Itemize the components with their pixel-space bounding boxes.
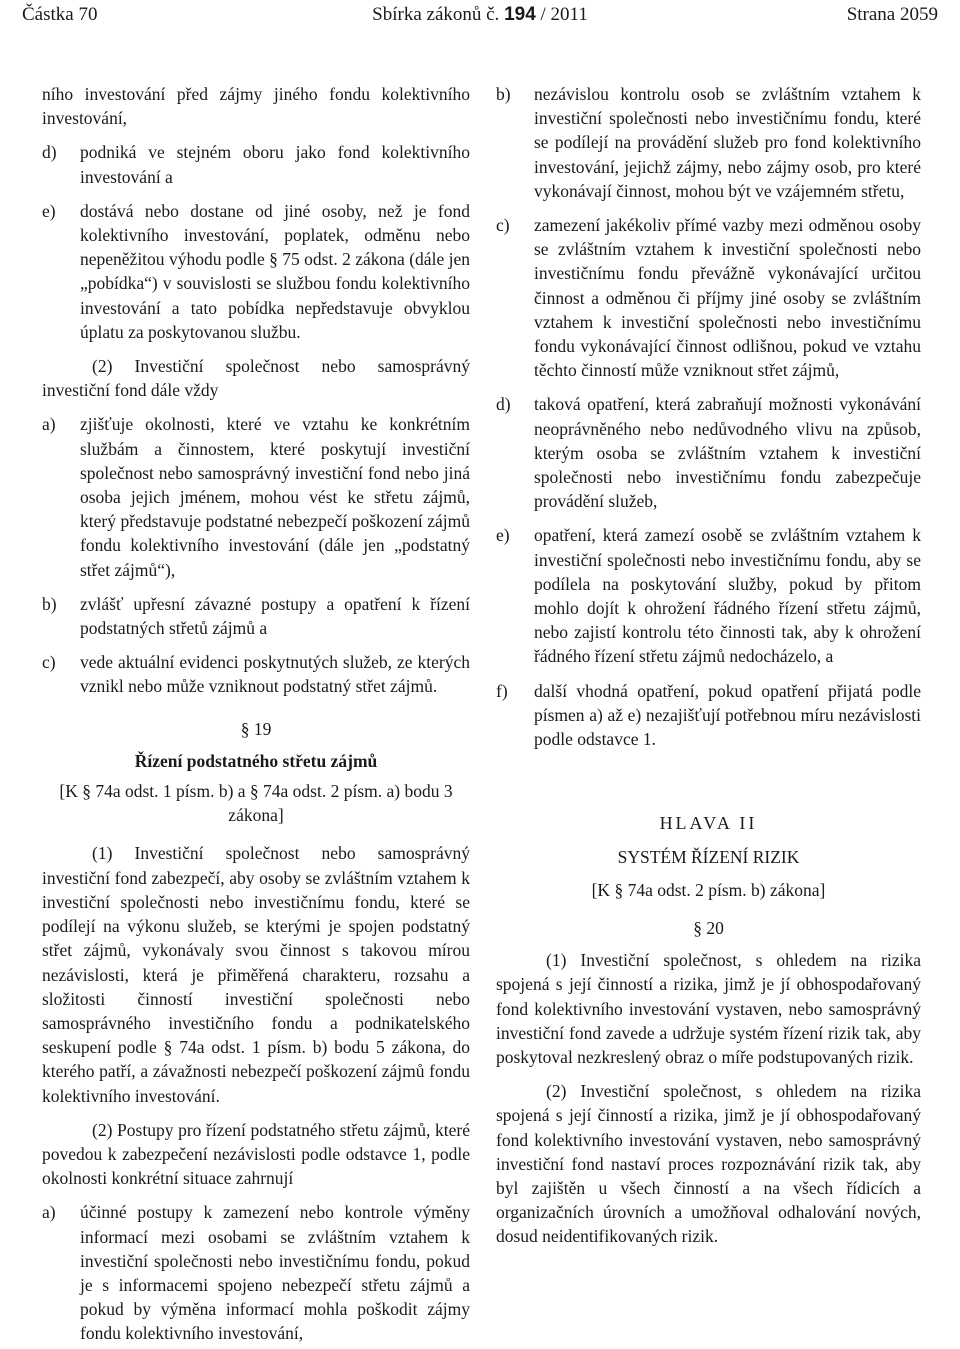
item-text: opatření, která zamezí osobě se zvláštním vztahem k investiční společnosti nebo investičnímu fondu, aby se podílela na poskytování služby, pokud by přitom mohlo dojít k ohrožení řádného řízení střetu zájmů, nebo zajistí kontrolu této činnosti tak, aby k ohrožení řádného řízení střetu zájmů nedocházelo, a [534,525,921,667]
paragraph: (2) Postupy pro řízení podstatného střetu zájmů, které povedou k zabezpečení nezávislosti podle odstavce 1, podle okolnosti konkrétní situace zahrnují [42,1119,470,1189]
collection-number: 194 [504,4,536,25]
item-label: e) [42,200,56,221]
item-label: a) [42,414,56,435]
list-item [496,523,921,668]
list-item [42,1200,470,1345]
list-item [42,140,470,188]
list-item [496,679,921,752]
item-text: zamezení jakékoliv přímé vazby mezi odměnou osoby se zvláštním vztahem k investiční společnosti nebo investičnímu fondu převážně vykonávající určitou činnost a odměnou či příjmy jiné osoby se zvláštním vztahem k investiční společnosti nebo investičnímu fondu vykonávající činnost odlišnou, pokud ve vztahu těchto činností může vzniknout střet zájmů, [534,215,921,381]
item-text: podniká ve stejném oboru jako fond kolektivního investování a [80,142,470,187]
list-item [42,650,470,698]
item-label: a) [42,1202,56,1223]
list-item [496,392,921,513]
collection-label [22,4,938,26]
item-text: zvlášť upřesní závazné postupy a opatření k řízení podstatných střetů zájmů a [80,593,470,639]
paragraph: (2) Investiční společnost nebo samosprávný investiční fond dále vždy [42,356,470,401]
item-text: nezávislou kontrolu osob se zvláštním vztahem k investiční společnosti nebo investičnímu fondu, které se podílejí na provádění služeb pro fond kolektivního investování, jejichž zájmy, nebo zájmy osob, pro které vykonávají činnost, mohou být ve vzájemném střetu, [534,84,921,201]
collection-prefix: Sbírka zákonů č. [372,4,500,25]
section-number: § 19 [240,718,272,739]
item-label: e) [496,525,510,546]
item-label: d) [42,142,57,163]
list-item [496,213,921,382]
section-reference: [K § 74a odst. 1 písm. b) a § 74a odst. 2 písm. a) bodu 3 zákona] [59,781,453,826]
item-text: vede aktuální evidenci poskytnutých služeb, ze kterých vznikl nebo může vzniknout podstatný střet zájmů. [80,652,470,697]
list-item [42,412,470,581]
item-text: účinné postupy k zamezení nebo kontrole výměny informací mezi osobami se zvláštním vztahem k investiční společnosti nebo investičnímu fondu, pokud je s informacemi spojeno nebezpečí střetu zájmů a pokud by výměna informací mohla poškodit zájmy fondu kolektivního investování, [80,1202,470,1344]
page-number: Strana 2059 [846,4,938,25]
collection-year: / 2011 [540,4,588,25]
item-text: dostává nebo dostane od jiné osoby, než je fond kolektivního investování, poplatek, odměnu nebo nepeněžitou výhodu podle § 75 odst. 2 zákona (dále jen „pobídka“) v souvislosti se službou fondu kolektivního investování a tato pobídka nepředstavuje obvyklou úplatu za poskytovanou službu. [80,200,470,342]
paragraph: (1) Investiční společnost nebo samosprávný investiční fond zabezpečí, aby osoby se zvláštním vztahem k investiční společnosti nebo investičnímu fondu, které se podílejí na výkonu služeb, se kterými je spojen podstatný střet zájmů, vykonávaly svou činnost s takovou mírou nezávislosti, která je přiměřená charakteru, rozsahu a složitosti činností investiční společnosti nebo samosprávného investičního fondu a podnikatelského seskupení podle § 74a odst. 1 písm. b) bodu 5 zákona, do kterého patří, a závažnosti nebezpečí poškození zájmů fondu kolektivního investování. [42,843,470,1106]
section-number: § 20 [693,917,724,938]
item-text: taková opatření, která zabraňují možnosti vykonávání neoprávněného nebo nedůvodného vlivu na způsob, kterým osoba se zvláštním vztahem k investiční společnosti nebo investičnímu fondu zabezpečuje provádění služeb, [534,394,921,512]
item-text: další vhodná opatření, pokud opatření přijatá podle písmen a) až e) nezajišťují potřebnou míru nezávislosti podle odstavce 1. [534,680,921,750]
issue-label: Částka 70 [22,4,98,25]
part-name: SYSTÉM ŘÍZENÍ RIZIK [617,847,800,868]
item-label: c) [42,652,56,673]
section-title: Řízení podstatného střetu zájmů [134,750,378,771]
page-header [22,4,938,26]
paragraph: (1) Investiční společnost, s ohledem na rizika spojená s její činností a rizika, jimž je jí obhospodařovaný fond kolektivního investování vystaven, nebo samosprávný investiční fond zavede a udržuje systém řízení rizik tak, aby poskytoval nezkreslený obraz o míře podstupovaných rizik. [496,950,921,1067]
right-column [496,82,921,1349]
item-label: f) [496,680,508,701]
item-label: b) [42,593,57,614]
item-label: b) [496,84,511,104]
list-item [496,82,921,203]
paragraph: (2) Investiční společnost, s ohledem na rizika spojená s její činností a rizika, jimž je jí obhospodařovaný fond kolektivního investování vystaven, nebo samosprávný investiční fond nastaví proces rozpoznávání rizik tak, aby byl zajištěn u všech činností a na všech řídicích a organizačních úrovních a umožňoval odhalování nových, dosud neidentifikovaných rizik. [496,1081,921,1247]
part-title: HLAVA II [659,813,758,834]
left-column [42,82,470,1349]
item-label: d) [496,394,511,415]
item-label: c) [496,215,510,236]
list-item [42,592,470,640]
list-item [42,199,470,344]
continuation-text: ního investování před zájmy jiného fondu kolektivního investování, [42,84,470,129]
part-reference: [K § 74a odst. 2 písm. b) zákona] [591,879,826,900]
item-text: zjišťuje okolnosti, které ve vztahu ke konkrétním službám a činnostem, které poskytují investiční společnost nebo samosprávný investiční fond nebo jiná osoba jejich jménem, mohou vést ke střetu zájmů, který představuje podstatné nebezpečí poškození zájmů fondu kolektivního investování (dále jen „podstatný střet zájmů“), [80,414,470,580]
